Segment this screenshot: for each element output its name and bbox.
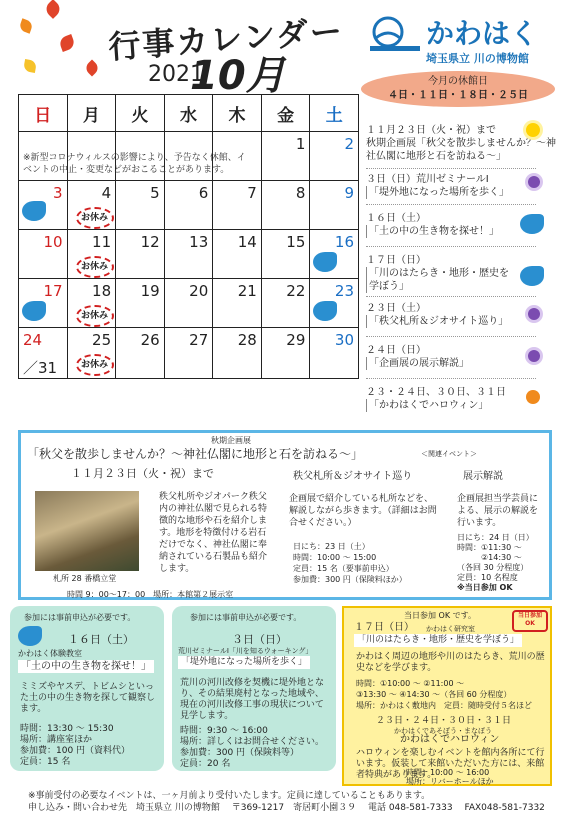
event-list-item <box>366 173 556 199</box>
weekday-header: 水 <box>164 95 213 132</box>
holiday-banner <box>361 71 555 107</box>
day-cell <box>67 328 116 379</box>
day-cell: 6 <box>164 181 213 230</box>
info-line: 参加費：100 円（資料代） <box>20 746 131 756</box>
day-cell: 12 <box>116 230 165 279</box>
info-line: 日にち：24 日（日） <box>457 533 534 542</box>
info-line: ③13:30 ～ ④14:30 ～（各回 60 分程度） <box>356 690 512 699</box>
day-cell <box>67 132 116 181</box>
day-cell <box>310 230 359 279</box>
notice: 参加には事前申込が必要です。 <box>190 613 302 622</box>
footer-contact: 申し込み・問い合わせ先 埼玉県立 川の博物館 <box>28 803 220 813</box>
info-line: 場所：講座室ほか <box>20 735 93 745</box>
week-row <box>19 328 359 379</box>
day-cell: 10 <box>19 230 68 279</box>
pumpkin-icon <box>526 390 540 404</box>
museum-logo <box>370 12 550 68</box>
year-label: 2021 <box>148 62 204 87</box>
logo-mark-icon <box>370 14 422 54</box>
day-cell <box>116 132 165 181</box>
event-date: ３日（日） <box>232 633 287 646</box>
week-row <box>19 132 359 181</box>
day-number: 23 <box>334 282 354 300</box>
purple-flower-icon <box>528 350 540 362</box>
event-desc: 「土の中の生き物を探せ！」 <box>366 225 556 238</box>
event-desc: 「企画展の展示解説」 <box>366 357 556 370</box>
feature-period: １１月２３日（火・祝）まで <box>71 467 214 480</box>
event-date: １６日（土） <box>366 213 426 224</box>
divider <box>366 204 536 205</box>
closed-badge: お休み <box>76 207 114 229</box>
day-cell: 19 <box>116 279 165 328</box>
divider <box>366 246 536 247</box>
feature-exhibition-box <box>18 430 552 600</box>
event-body: かわはく周辺の地形や川のはたらき、荒川の歴史などを学びます。 <box>356 652 545 673</box>
notice: 参加には事前申込が必要です。 <box>24 613 136 622</box>
divider <box>366 336 536 337</box>
day-cell: 29 <box>261 328 310 379</box>
month-label: 10月 <box>190 53 286 99</box>
day-cell <box>310 279 359 328</box>
weekday-header: 土 <box>310 95 359 132</box>
day-cell <box>213 132 262 181</box>
info-line: 時間：①10:00 ～ ②11:00 ～ <box>356 679 465 688</box>
weekday-header: 火 <box>116 95 165 132</box>
purple-flower-icon <box>528 308 540 320</box>
day-cell: 1 <box>261 132 310 181</box>
event-title: 「土の中の生き物を探せ！」 <box>18 660 154 673</box>
closed-badge: お休み <box>76 354 114 376</box>
kingfisher-icon <box>22 301 46 321</box>
same-day-badge: 当日参加 OK <box>512 610 548 632</box>
day-cell: 15 <box>261 230 310 279</box>
event-info <box>406 768 494 786</box>
event-info <box>20 724 130 768</box>
photo-caption: 札所 28 番橋立堂 <box>53 574 117 583</box>
event-body: 荒川の河川改修を契機に堤外地となり、その結果廃村となった地域や、現在の河川改修工事の現状について見学します。 <box>180 678 325 721</box>
info-line: 参加費：300 円（保険料等） <box>180 748 300 758</box>
day-cell: 2 <box>310 132 359 181</box>
closed-badge: お休み <box>76 256 114 278</box>
day-number: 11 <box>92 233 112 251</box>
event-date: ２４日（日） <box>366 345 426 356</box>
day-cell <box>67 181 116 230</box>
day-number: 3 <box>53 184 63 202</box>
logo-subtitle: 埼玉県立 川の博物館 <box>426 52 529 65</box>
kingfisher-icon <box>18 626 42 646</box>
day-cell: 21 <box>213 279 262 328</box>
day-cell <box>19 328 68 379</box>
event-info <box>180 726 324 770</box>
info-line: 定員：20 名 <box>180 759 231 769</box>
page-title: 行事カレンダー <box>107 11 346 67</box>
halloween-body: ハロウィンを楽しむイベントを館内各所にて行います。仮装して来館いただいた方には、来館者特典があります。 <box>356 748 545 780</box>
week-row <box>19 279 359 328</box>
kingfisher-icon <box>520 266 544 286</box>
day-cell: 14 <box>213 230 262 279</box>
event-desc: 「川のはたらき・地形・歴史を学ぼう」 <box>366 267 509 293</box>
day-number: 18 <box>92 282 112 300</box>
event-box-17 <box>342 606 552 786</box>
weekday-header: 日 <box>19 95 68 132</box>
event-org: かわはく体験教室 <box>18 649 82 658</box>
day-cell <box>19 181 68 230</box>
halloween-date: ２３日・２４日・３０日・３１日 <box>376 716 512 726</box>
event-body: 企画展担当学芸員による、展示の解説を行います。 <box>457 494 539 528</box>
kingfisher-icon <box>313 301 337 321</box>
event-title: 「堤外地になった場所を歩く」 <box>178 656 310 669</box>
day-number: 25 <box>92 331 112 349</box>
event-info <box>457 533 534 593</box>
event-date: １６日（土） <box>68 633 134 646</box>
day-number: 4 <box>101 184 112 202</box>
info-line: 参加費：300 円（保険料ほか） <box>293 575 407 584</box>
day-number: 16 <box>334 233 354 251</box>
event-title: 秩父札所＆ジオサイト巡り <box>293 471 413 482</box>
footer-fax: FAX048-581-7332 <box>464 803 545 813</box>
footer-tel: 電話 048-581-7333 <box>367 803 453 813</box>
event-date: １１月２３日（火・祝）まで <box>366 125 496 136</box>
event-date: ２３日（土） <box>366 303 426 314</box>
footer-contact-line <box>28 802 548 814</box>
divider <box>366 168 536 169</box>
weekday-header: 木 <box>213 95 262 132</box>
day-cell: 8 <box>261 181 310 230</box>
info-line: 場所：かわはく敷地内 定員：随時受付５名ほど <box>356 701 532 710</box>
weekday-header: 金 <box>261 95 310 132</box>
day-cell: 20 <box>164 279 213 328</box>
week-row <box>19 181 359 230</box>
week-row <box>19 230 359 279</box>
event-desc: 「堤外地になった場所を歩く」 <box>366 186 556 199</box>
calendar-table <box>18 94 359 379</box>
day-cell: 7 <box>213 181 262 230</box>
info-line: 時間：13:30 ～ 15:30 <box>20 724 114 734</box>
holiday-dates: ４日・１１日・１８日・２５日 <box>388 90 528 101</box>
event-date: ２３・２４日、３０日、３１日 <box>366 387 506 398</box>
feature-hours: 時間 9：00～17：00 場所：本館第２展示室 <box>67 590 234 599</box>
day-number: 24 <box>23 331 43 349</box>
day-cell: 5 <box>116 181 165 230</box>
info-line: 定員：15 名 <box>20 757 71 767</box>
event-body: ミミズやヤスデ、トビムシといった土の中の生き物を探して観察します。 <box>20 682 156 714</box>
day-cell: 28 <box>213 328 262 379</box>
event-desc: 「かわはくでハロウィン」 <box>366 399 556 412</box>
event-desc: 「秩父札所＆ジオサイト巡り」 <box>366 315 556 328</box>
day-cell <box>164 132 213 181</box>
day-cell: 27 <box>164 328 213 379</box>
info-line: 日にち：23 日（土） <box>293 542 370 551</box>
info-line: 場所：リバーホールほか <box>406 777 494 786</box>
day-cell: 22 <box>261 279 310 328</box>
feature-body: 秩父札所やジオパーク秩父内の神社仏閣で見られる特徴的な地形や石を紹介します。地形を特徴付ける岩石だけでなく、神社仏閣に奉納されている石製品も紹介します。 <box>159 492 268 574</box>
event-date: １７日（日） <box>354 622 414 633</box>
day-number-31: ／31 <box>23 359 58 377</box>
info-line: 時間：10:00 ～ 15:00 <box>293 553 377 562</box>
event-info <box>356 678 532 711</box>
info-line: 時間：10:00 ～ 16:00 <box>406 768 490 777</box>
feature-title: 「秋父を散歩しませんか？～神社仏閣に地形と石を訪ねる～」 <box>27 447 364 461</box>
halloween-org: かわはくであそぼう・まなぼう <box>394 727 492 735</box>
event-date: ３日（日）荒川ゼミナールⅠ <box>366 174 489 185</box>
info-line: 時間：9:30 ～ 16:00 <box>180 726 268 736</box>
event-date: １７日（日） <box>366 255 426 266</box>
event-desc: 秋期企画展「秋父を散歩しませんか？～神社仏閣に地形と石を訪ねる～」 <box>366 138 556 162</box>
event-box-16 <box>10 606 164 771</box>
event-body: 企画展で紹介している札所などを、解説しながら歩きます。（詳細はお問合せください。） <box>289 494 437 528</box>
divider <box>366 296 536 297</box>
day-cell: 9 <box>310 181 359 230</box>
event-title: 「川のはたらき・地形・歴史を学ぼう」 <box>354 634 522 647</box>
day-cell <box>19 132 246 181</box>
footer <box>28 790 548 814</box>
feature-tag: 秋期企画展 <box>211 436 251 445</box>
halloween-title: かわはくでハロウィン <box>400 734 500 745</box>
logo-name: かわはく <box>426 17 539 50</box>
day-cell <box>67 279 116 328</box>
day-cell <box>67 230 116 279</box>
weekday-row <box>19 95 359 132</box>
sun-icon <box>526 123 540 137</box>
feature-photo <box>35 491 139 571</box>
holiday-label: 今月の休館日 <box>428 76 488 87</box>
info-line: 定員：10 名程度 <box>457 573 518 582</box>
info-line: （各回 30 分程度） <box>457 563 529 572</box>
day-cell <box>19 279 68 328</box>
event-org: 荒川ゼミナールⅠ「川を知るウォーキング」 <box>178 647 313 655</box>
kingfisher-icon <box>22 201 46 221</box>
day-number: 17 <box>43 282 63 300</box>
day-cell: 13 <box>164 230 213 279</box>
day-cell: 30 <box>310 328 359 379</box>
event-org: かわはく研究室 <box>426 625 475 633</box>
info-line: ※当日参加 OK <box>457 583 513 592</box>
info-line: 時間：①11:30 ～ <box>457 543 522 552</box>
kingfisher-icon <box>520 214 544 234</box>
closed-badge: お休み <box>76 305 114 327</box>
divider <box>366 378 536 379</box>
event-info <box>293 541 407 585</box>
related-events-tag: ＜関連イベント＞ <box>421 450 477 458</box>
event-box-3 <box>172 606 336 771</box>
notice: 当日参加 OK です。 <box>404 611 476 620</box>
weekday-header: 月 <box>67 95 116 132</box>
day-cell: 26 <box>116 328 165 379</box>
event-title: 展示解説 <box>463 471 503 482</box>
info-line: ②14:30 ～ <box>481 553 522 562</box>
footer-address: 〒369-1217 寄居町小園３９ <box>231 803 357 813</box>
purple-flower-icon <box>528 176 540 188</box>
footer-note: ※事前受付の必要なイベントは、一ヶ月前より受付いたします。定員に達していることもあります。 <box>28 791 431 801</box>
kingfisher-icon <box>313 252 337 272</box>
info-line: 定員：15 名（要事前申込） <box>293 564 394 573</box>
covid-note: ※新型コロナウィルスの影響により、予告なく休館、イベントの中止・変更などがおこることがあります。 <box>23 153 246 175</box>
info-line: 場所：詳しくはお問合せください。 <box>180 737 325 747</box>
